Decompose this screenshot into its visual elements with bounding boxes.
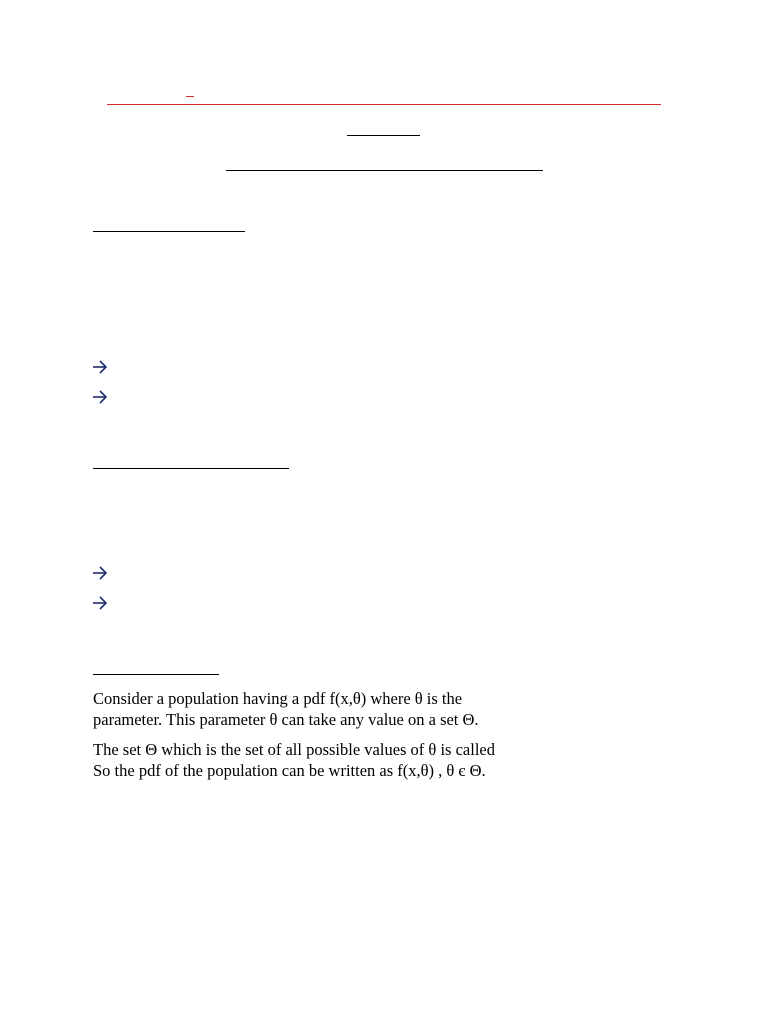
definition-paragraph-2-line-2: So the pdf of the population can be written as f(x,θ) , θ є Θ. bbox=[93, 761, 486, 780]
right-arrow-icon bbox=[91, 389, 111, 405]
right-arrow-icon bbox=[91, 565, 111, 581]
definition-paragraph-2 bbox=[93, 739, 495, 781]
header-red-mark bbox=[186, 96, 194, 97]
definition-paragraph-1 bbox=[93, 688, 479, 730]
section-3-heading-underline bbox=[93, 674, 219, 675]
section-2-heading-underline bbox=[93, 468, 289, 469]
definition-paragraph-2-line-1: The set Θ which is the set of all possible values of θ is called bbox=[93, 740, 495, 759]
section-1-heading-underline bbox=[93, 231, 245, 232]
right-arrow-icon bbox=[91, 595, 111, 611]
definition-paragraph-1-line-2: parameter. This parameter θ can take any value on a set Θ. bbox=[93, 710, 479, 729]
definition-paragraph-1-line-1: Consider a population having a pdf f(x,θ) where θ is the bbox=[93, 689, 463, 708]
title-underline bbox=[347, 135, 420, 136]
right-arrow-icon bbox=[91, 359, 111, 375]
subtitle-underline bbox=[226, 170, 543, 171]
header-red-rule bbox=[107, 104, 661, 105]
